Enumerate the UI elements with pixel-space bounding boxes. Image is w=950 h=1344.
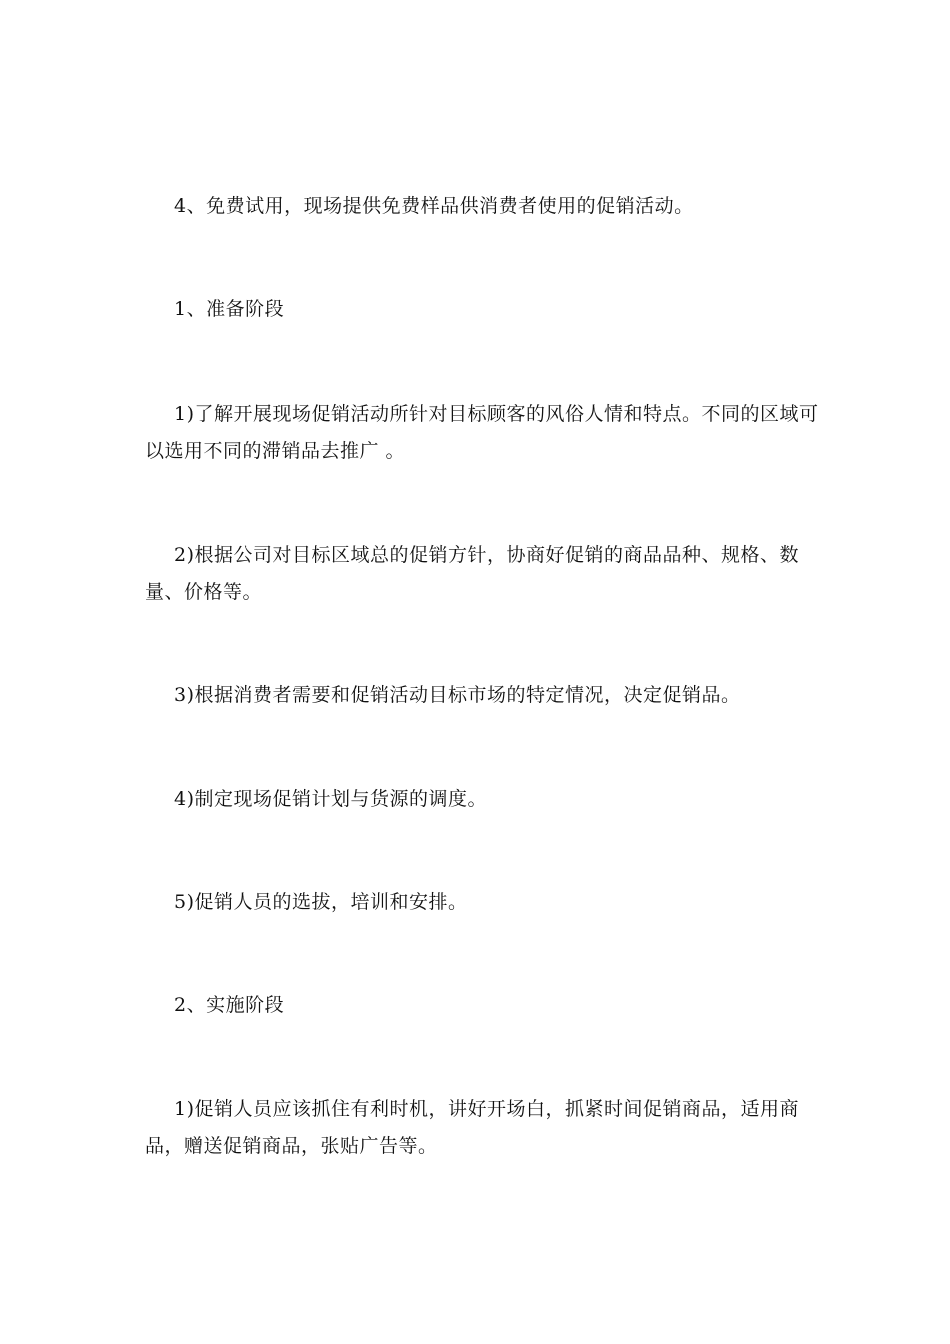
heading-preparation-stage: 1、准备阶段 — [174, 298, 285, 320]
paragraph-free-trial: 4、免费试用，现场提供免费样品供消费者使用的促销活动。 — [174, 195, 694, 217]
paragraph-prep-item-1: 1)了解开展现场促销活动所针对目标顾客的风俗人情和特点。不同的区域可以选用不同的滞销品去推广 。 — [145, 403, 819, 462]
heading-implementation-stage: 2、实施阶段 — [174, 994, 285, 1016]
paragraph-prep-item-4: 4)制定现场促销计划与货源的调度。 — [174, 788, 488, 810]
paragraph-prep-item-5: 5)促销人员的选拔，培训和安排。 — [174, 891, 468, 913]
paragraph-prep-item-2: 2)根据公司对目标区域总的促销方针，协商好促销的商品品种、规格、数量、价格等。 — [145, 544, 800, 603]
paragraph-prep-item-3: 3)根据消费者需要和促销活动目标市场的特定情况，决定促销品。 — [174, 684, 741, 706]
paragraph-impl-item-1: 1)促销人员应该抓住有利时机，讲好开场白，抓紧时间促销商品，适用商品，赠送促销商品，张贴广告等。 — [145, 1098, 800, 1157]
